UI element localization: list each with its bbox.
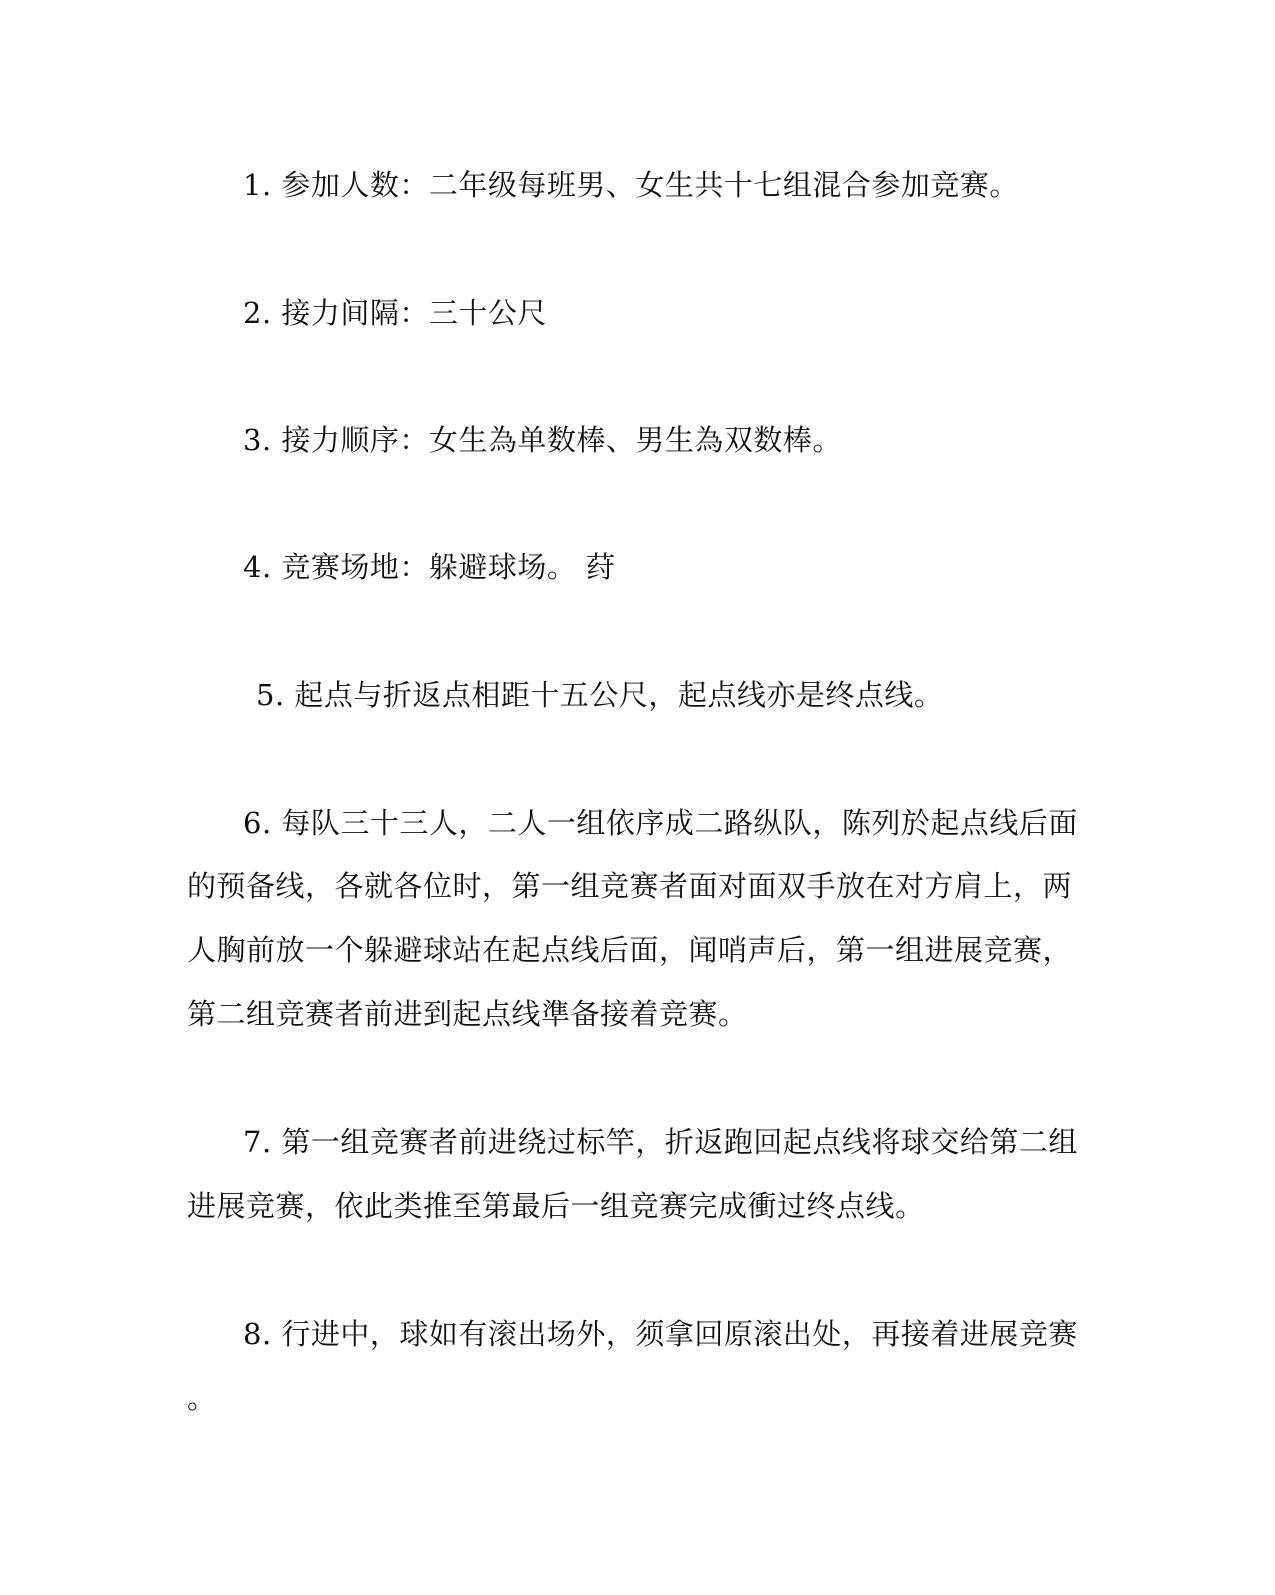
item-8-line-1: 8. 行进中，球如有滚出场外，须拿回原滚出处，再接着进展竞赛 [243, 1317, 1078, 1351]
item-7-line-2: 进展竞赛，依此类推至第最后一组竞赛完成衝过终点线。 [187, 1189, 925, 1223]
item-8-line-2: 。 [187, 1381, 217, 1415]
item-3-line-1: 3. 接力顺序：女生為单数棒、男生為双数棒。 [243, 423, 842, 457]
item-5-line-1: 5. 起点与折返点相距十五公尺，起点线亦是终点线。 [256, 678, 944, 712]
item-7-line-1: 7. 第一组竞赛者前进绕过标竿，折返跑回起点线将球交给第二组 [243, 1125, 1078, 1159]
item-4-stray-character: 荮 [586, 550, 616, 584]
item-4-line-1: 4. 竞赛场地：躲避球场。 [243, 550, 577, 584]
item-2-line-1: 2. 接力间隔：三十公尺 [243, 296, 547, 330]
item-6-line-2: 的预备线，各就各位时，第一组竞赛者面对面双手放在对方肩上，两 [187, 869, 1073, 903]
item-1-line-1: 1. 参加人数：二年级每班男、女生共十七组混合参加竞赛。 [243, 168, 1019, 202]
item-6-line-4: 第二组竞赛者前进到起点线準备接着竞赛。 [187, 997, 748, 1031]
item-6-line-1: 6. 每队三十三人，二人一组依序成二路纵队，陈列於起点线后面 [243, 806, 1078, 840]
item-6-line-3: 人胸前放一个躲避球站在起点线后面，闻哨声后，第一组进展竞赛， [187, 933, 1073, 967]
